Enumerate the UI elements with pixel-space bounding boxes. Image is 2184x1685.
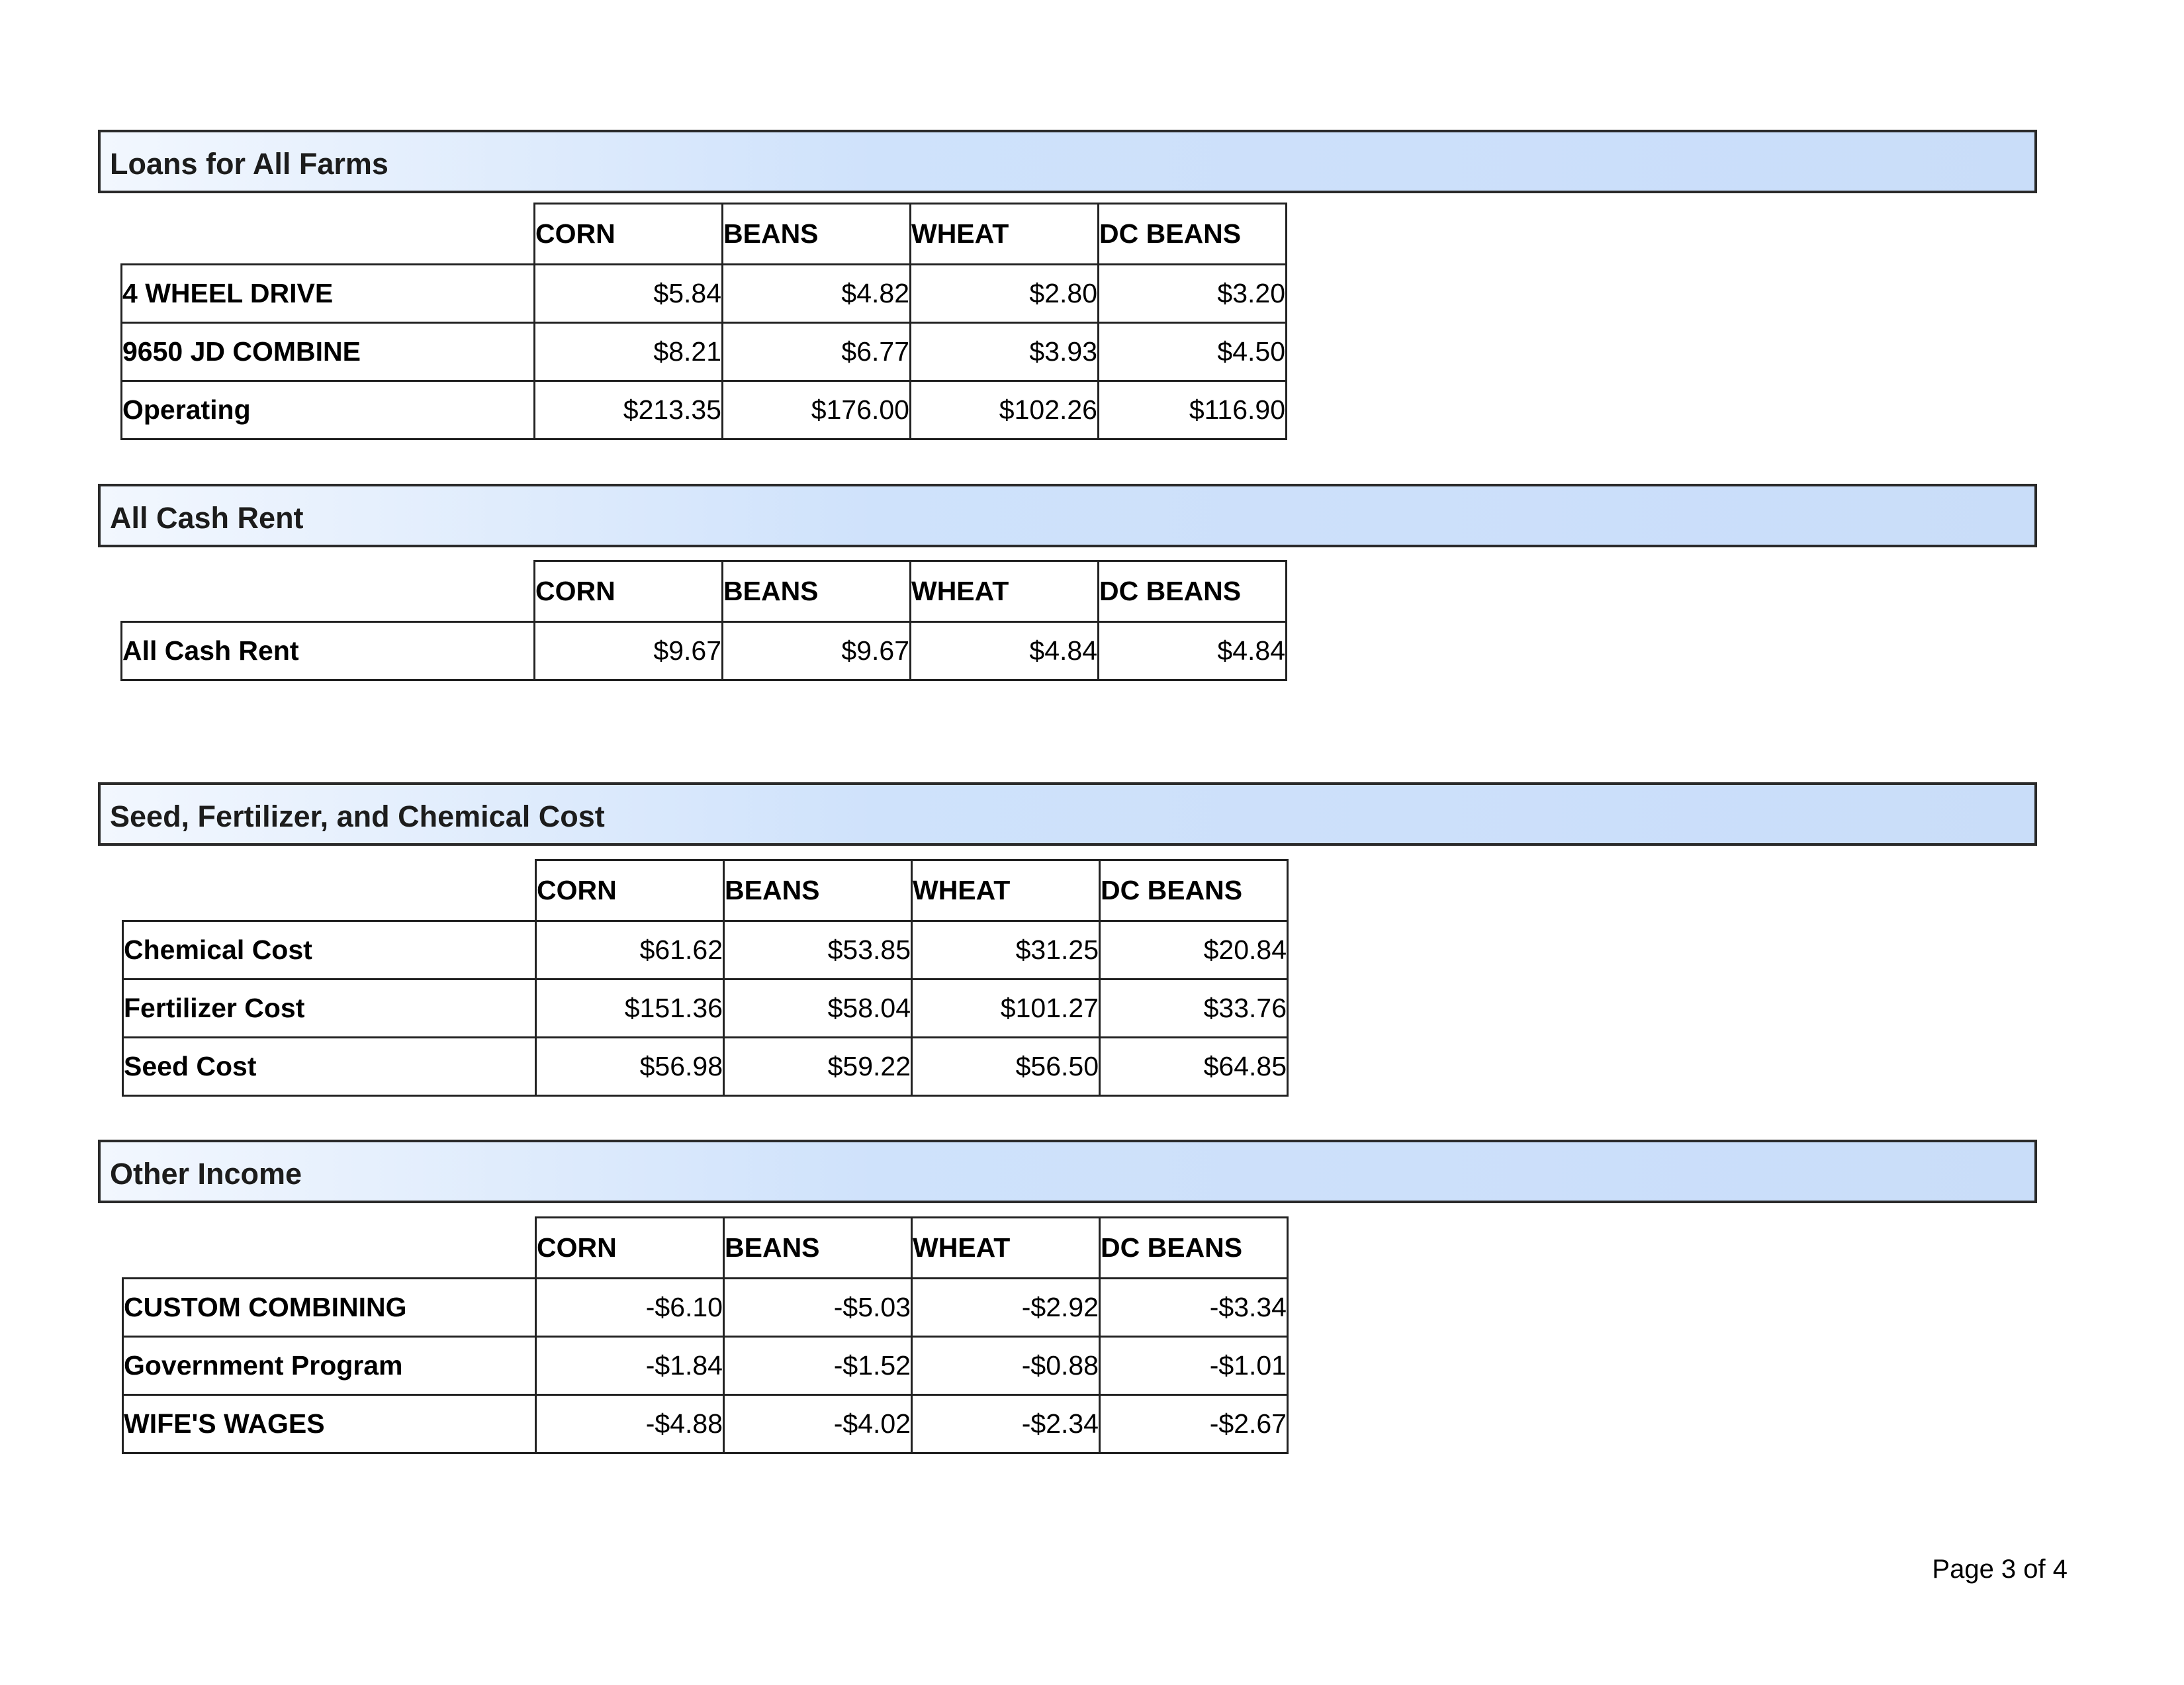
table-row [123,1279,1288,1337]
cell-value: $9.67 [535,622,723,680]
cell-value: -$1.52 [724,1337,912,1395]
cell-value: $58.04 [724,979,912,1038]
cell-value: -$3.34 [1100,1279,1288,1337]
cell-value: -$0.88 [912,1337,1100,1395]
table-row [123,921,1288,979]
cell-value: $59.22 [724,1038,912,1096]
cell-value: $8.21 [535,323,723,381]
table-row [123,1038,1288,1096]
cell-value: $116.90 [1099,381,1287,439]
cell-value: $151.36 [536,979,724,1038]
row-label: CUSTOM COMBINING [123,1279,536,1337]
col-header-wheat: WHEAT [912,1218,1100,1279]
row-label: Government Program [123,1337,536,1395]
cell-value: $5.84 [535,265,723,323]
cell-value: $4.50 [1099,323,1287,381]
table-row [122,323,1287,381]
col-header-wheat: WHEAT [912,860,1100,921]
loans-table [120,203,1287,440]
cell-value: -$2.92 [912,1279,1100,1337]
table-row [123,1395,1288,1453]
table-row [122,265,1287,323]
cell-value: $4.84 [911,622,1099,680]
cell-value: $213.35 [535,381,723,439]
cell-value: $2.80 [911,265,1099,323]
table-row [123,1337,1288,1395]
row-label: 4 WHEEL DRIVE [122,265,535,323]
cell-value: $20.84 [1100,921,1288,979]
section-title: Loans for All Farms [110,147,388,181]
cell-value: -$2.67 [1100,1395,1288,1453]
cell-value: -$2.34 [912,1395,1100,1453]
cell-value: $176.00 [723,381,911,439]
cell-value: $102.26 [911,381,1099,439]
col-header-dc-beans: DC BEANS [1099,561,1287,622]
col-header-beans: BEANS [724,860,912,921]
section-title: Seed, Fertilizer, and Chemical Cost [110,799,605,833]
cell-value: -$4.88 [536,1395,724,1453]
col-header-dc-beans: DC BEANS [1099,204,1287,265]
col-header-beans: BEANS [723,204,911,265]
row-label: 9650 JD COMBINE [122,323,535,381]
col-header-beans: BEANS [724,1218,912,1279]
row-label: Operating [122,381,535,439]
cell-value: $4.84 [1099,622,1287,680]
col-header-corn: CORN [536,1218,724,1279]
col-header-beans: BEANS [723,561,911,622]
section-title: All Cash Rent [110,501,304,535]
section-title: Other Income [110,1157,302,1191]
row-label: Chemical Cost [123,921,536,979]
table-row [122,622,1287,680]
section-header-cash-rent [98,484,2037,547]
cell-value: -$1.84 [536,1337,724,1395]
col-header-dc-beans: DC BEANS [1100,860,1288,921]
row-label: WIFE'S WAGES [123,1395,536,1453]
cell-value: $101.27 [912,979,1100,1038]
section-header-loans [98,130,2037,193]
col-header-wheat: WHEAT [911,204,1099,265]
section-header-other-income [98,1140,2037,1203]
cell-value: $3.20 [1099,265,1287,323]
row-label: All Cash Rent [122,622,535,680]
col-header-corn: CORN [535,561,723,622]
page-number: Page 3 of 4 [1932,1555,2068,1584]
cell-value: $56.50 [912,1038,1100,1096]
col-header-corn: CORN [535,204,723,265]
cell-value: $53.85 [724,921,912,979]
cell-value: $61.62 [536,921,724,979]
section-header-seed-fertilizer-chemical [98,782,2037,846]
row-label: Seed Cost [123,1038,536,1096]
cell-value: $3.93 [911,323,1099,381]
cell-value: -$6.10 [536,1279,724,1337]
col-header-dc-beans: DC BEANS [1100,1218,1288,1279]
seed-fertilizer-chemical-table [122,859,1289,1097]
table-row [122,381,1287,439]
cell-value: $4.82 [723,265,911,323]
other-income-table [122,1216,1289,1454]
cell-value: $6.77 [723,323,911,381]
row-label: Fertilizer Cost [123,979,536,1038]
cell-value: $64.85 [1100,1038,1288,1096]
col-header-wheat: WHEAT [911,561,1099,622]
cell-value: -$4.02 [724,1395,912,1453]
cell-value: -$5.03 [724,1279,912,1337]
col-header-corn: CORN [536,860,724,921]
cell-value: $56.98 [536,1038,724,1096]
cell-value: $31.25 [912,921,1100,979]
cell-value: $33.76 [1100,979,1288,1038]
cash-rent-table [120,560,1287,681]
table-row [123,979,1288,1038]
cell-value: -$1.01 [1100,1337,1288,1395]
cell-value: $9.67 [723,622,911,680]
